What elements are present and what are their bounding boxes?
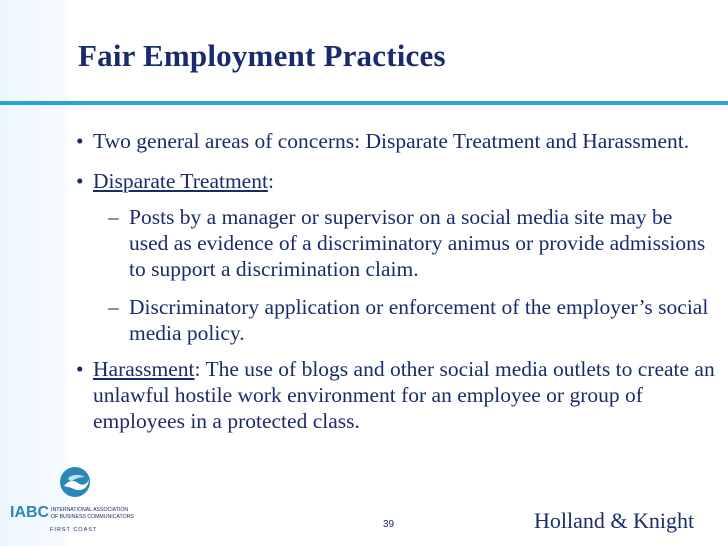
iabc-short-text: IABC <box>10 504 50 521</box>
iabc-logo-graphic <box>8 465 140 538</box>
holland-knight-logo: Holland & Knight <box>534 508 695 533</box>
sub-bullet-text: Posts by a manager or supervisor on a social media site may be used as evidence of a discriminatory animus or provide admissions to support a discrimination claim. <box>129 205 706 281</box>
harassment-link[interactable]: Harassment <box>93 357 195 381</box>
bullet-suffix: : <box>267 169 274 193</box>
bullet-text <box>93 356 716 434</box>
bullet-marker: • <box>76 169 84 193</box>
sub-bullet-item-2 <box>108 294 716 346</box>
bullet-marker: • <box>76 357 84 381</box>
iabc-logo <box>8 465 140 538</box>
bullet-item-1 <box>76 128 716 154</box>
iabc-line-1: INTERNATIONAL ASSOCIATION <box>51 507 129 513</box>
bullet-body: : The use of blogs and other social media outlets to create an unlawful hostile work environment for an employee or group of employees in a protected class. <box>93 357 715 433</box>
sub-bullet-text: Discriminatory application or enforcement of the employer’s social media policy. <box>129 295 709 345</box>
disparate-treatment-link[interactable]: Disparate Treatment <box>93 169 268 193</box>
title-divider <box>0 101 728 105</box>
iabc-line-2: OF BUSINESS COMMUNICATORS <box>51 514 134 520</box>
bullet-text: Two general areas of concerns: Disparate Treatment and Harassment. <box>93 129 690 153</box>
slide-title: Fair Employment Practices <box>78 38 446 73</box>
bullet-text <box>93 168 716 194</box>
bullet-item-3 <box>76 356 716 434</box>
sub-bullet-item-1 <box>108 204 716 282</box>
bullet-item-2 <box>76 168 716 194</box>
iabc-chapter-text: FIRST COAST <box>50 527 98 533</box>
slide-content <box>76 128 716 448</box>
bullet-marker: • <box>76 129 84 153</box>
dash-marker: – <box>108 295 119 319</box>
page-number: 39 <box>383 519 395 530</box>
dash-marker: – <box>108 205 119 229</box>
